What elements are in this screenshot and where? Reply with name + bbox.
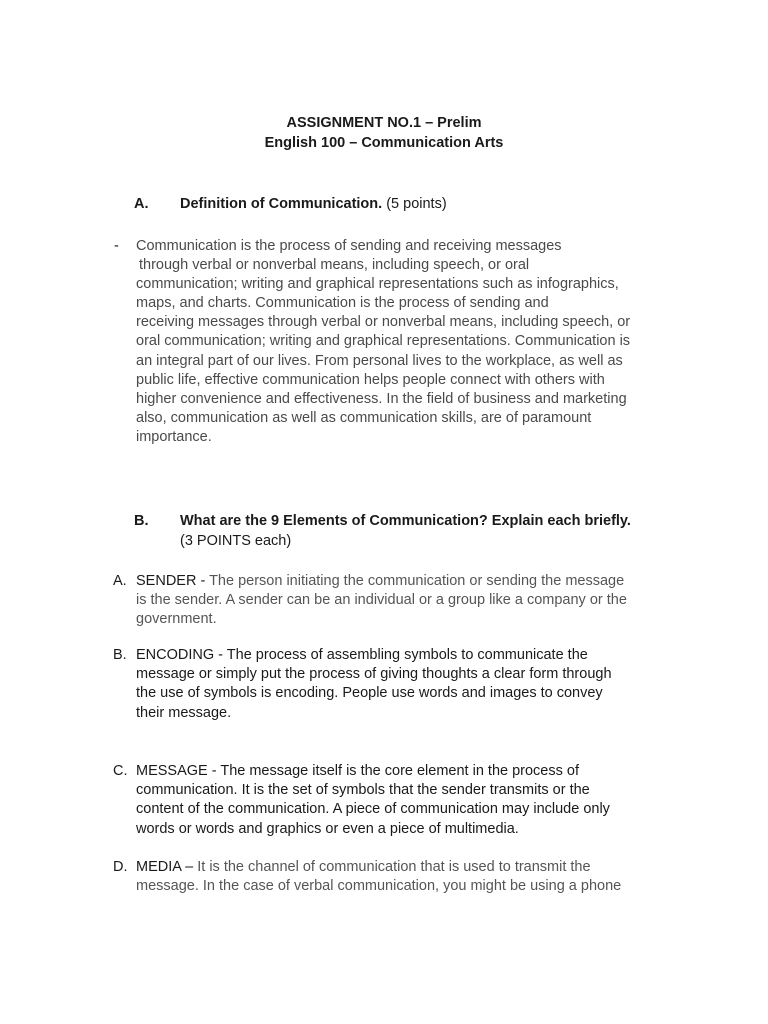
definition-line: an integral part of our lives. From personal lives to the workplace, as well as: [136, 352, 623, 369]
section-a-heading: [180, 194, 700, 214]
section-a-title: Definition of Communication.: [180, 196, 383, 212]
element-text: their message.: [136, 704, 232, 721]
section-b-letter: B.: [134, 513, 149, 529]
section-a-points: (5 points): [386, 196, 447, 212]
assignment-title: ASSIGNMENT NO.1 – Prelim: [286, 115, 482, 131]
definition-line: through verbal or nonverbal means, including speech, or oral: [139, 257, 530, 274]
definition-line: importance.: [136, 428, 212, 445]
definition-line: maps, and charts. Communication is the process of sending and: [136, 295, 549, 312]
element-label: MESSAGE -: [136, 763, 221, 779]
element-text: is the sender. A sender can be an individual or a group like a company or the: [136, 592, 627, 609]
element-label: SENDER -: [136, 573, 210, 589]
item-letter: D.: [113, 859, 128, 875]
definition-line: higher convenience and effectiveness. In the field of business and marketing: [136, 390, 627, 407]
bullet-dash: -: [114, 238, 119, 254]
definition-line: Communication is the process of sending and receiving messages: [136, 238, 562, 254]
element-text: message or simply put the process of giving thoughts a clear form through: [136, 666, 612, 683]
element-text: communication. It is the set of symbols that the sender transmits or the: [136, 782, 590, 799]
element-item-sender: [136, 572, 666, 630]
element-item-media: [136, 858, 666, 896]
definition-line: oral communication; writing and graphical representations. Communication is: [136, 333, 631, 350]
course-title: English 100 – Communication Arts: [264, 135, 504, 151]
section-b-heading: [180, 511, 700, 551]
section-a-letter: A.: [134, 196, 149, 212]
element-text: The process of assembling symbols to communicate the: [226, 647, 588, 663]
definition-line: communication; writing and graphical representations such as infographics,: [136, 276, 619, 293]
element-text: the use of symbols is encoding. People use words and images to convey: [136, 685, 603, 702]
item-letter: A.: [113, 573, 127, 589]
definition-paragraph: [136, 237, 666, 447]
element-text: content of the communication. A piece of communication may include only: [136, 801, 610, 818]
element-text: The message itself is the core element in the process of: [220, 763, 579, 779]
section-b-points: (3 POINTS each): [180, 533, 292, 549]
element-item-message: [136, 762, 666, 839]
definition-line: also, communication as well as communication skills, are of paramount: [136, 409, 592, 426]
item-letter: B.: [113, 647, 127, 663]
element-text: government.: [136, 611, 217, 628]
definition-line: receiving messages through verbal or nonverbal means, including speech, or: [136, 314, 631, 331]
item-letter: C.: [113, 763, 128, 779]
element-item-encoding: [136, 646, 666, 723]
section-b-title: What are the 9 Elements of Communication? Explain each briefly.: [180, 513, 631, 529]
element-label: MEDIA –: [136, 859, 198, 875]
definition-line: public life, effective communication helps people connect with others with: [136, 371, 605, 388]
element-text: message. In the case of verbal communication, you might be using a phone: [136, 878, 622, 895]
element-text: It is the channel of communication that is used to transmit the: [197, 859, 591, 875]
element-label: ENCODING -: [136, 647, 227, 663]
element-text: The person initiating the communication or sending the message: [209, 573, 625, 589]
element-text: words or words and graphics or even a piece of multimedia.: [136, 820, 519, 837]
